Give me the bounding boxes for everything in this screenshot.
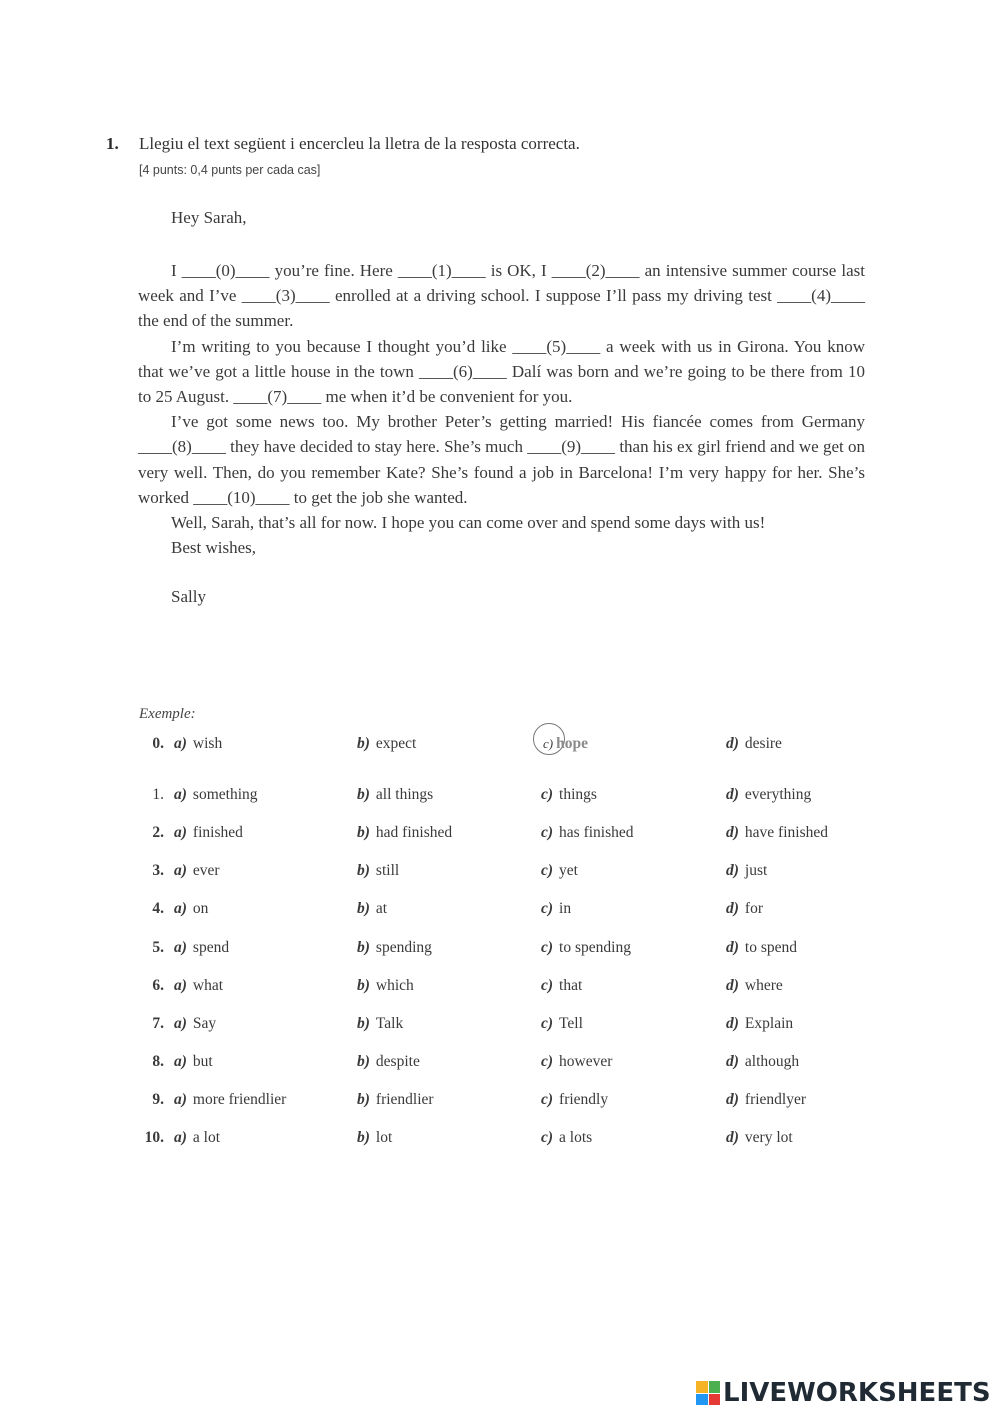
option-text: very lot [744,1129,793,1146]
logo-tile [696,1381,708,1393]
option-letter: d) [726,1091,739,1108]
option-letter: d) [726,824,739,841]
option-text: for [744,900,763,917]
question-number: 5. [152,939,164,956]
letter-paragraph: I’m writing to you because I thought you’d like ____(5)____ a week with us in Girona. You know that we’ve got a little house in the town ____(6)____ Dalí was born and we’re going to be there from 10 to 25 August. ____(7)____ me when it’d be convenient for you. [138,336,865,407]
option-letter: d) [726,1053,739,1070]
question-row [0,824,1000,848]
option-b[interactable] [357,786,433,804]
exercise-number: 1. [106,134,119,153]
option-letter: d) [726,939,739,956]
option-letter: b) [357,1091,370,1108]
logo-tile [709,1394,721,1406]
exercise-points: [4 punts: 0,4 punts per cada cas] [139,163,321,177]
question-number: 6. [152,977,164,994]
option-text: which [375,977,414,994]
option-text: although [744,1053,800,1070]
option-letter: c) [541,862,554,879]
option-letter: a) [174,900,187,917]
option-letter: c) [541,1015,554,1032]
question-number: 1. [152,786,164,803]
letter-greeting: Hey Sarah, [171,208,247,227]
option-c[interactable] [541,1053,612,1071]
option-d[interactable] [726,1091,806,1109]
option-letter: a) [174,862,187,879]
option-text: where [744,977,783,994]
question-row [0,977,1000,1001]
option-letter: c) [541,824,554,841]
option-letter: d) [726,862,739,879]
option-text: expect [375,735,417,752]
option-letter: d) [726,977,739,994]
question-number: 10. [144,1129,164,1146]
option-text: hope [556,735,588,752]
option-b[interactable] [357,977,414,995]
option-c[interactable] [541,977,582,995]
option-letter: d) [726,735,739,752]
question-row [0,862,1000,886]
option-letter: a) [174,939,187,956]
option-b[interactable] [357,1129,392,1147]
option-text: despite [375,1053,420,1070]
option-a[interactable] [174,900,208,918]
option-letter: c) [541,900,554,917]
option-letter: a) [174,786,187,803]
question-number: 3. [152,862,164,879]
option-c[interactable] [541,862,578,880]
question-number: 2. [152,824,164,841]
option-b[interactable] [357,1015,403,1033]
option-text: has finished [559,824,634,841]
letter-paragraph: I ____(0)____ you’re fine. Here ____(1)____ is OK, I ____(2)____ an intensive summer course last week and I’ve ____(3)____ enrolled at a driving school. I suppose I’ll pass my driving test ____(4)____ the end of the summer. [138,261,865,331]
option-d[interactable] [726,939,797,957]
option-c[interactable] [541,786,597,804]
option-letter: d) [726,1015,739,1032]
option-b[interactable] [357,824,452,842]
option-letter: b) [357,862,370,879]
option-text: that [559,977,583,994]
option-text: in [559,900,572,917]
option-text: spend [192,939,230,956]
letter-body [138,258,865,510]
option-letter: c) [541,1053,554,1070]
option-letter: b) [357,735,370,752]
option-text: finished [192,824,243,841]
letter-signoff: Best wishes, [171,538,256,558]
question-row [0,939,1000,963]
option-letter: c) [541,1129,554,1146]
question-number: 7. [152,1015,164,1032]
option-letter: b) [357,900,370,917]
option-text: Tell [559,1015,583,1032]
option-letter: a) [174,1129,187,1146]
option-d[interactable] [726,862,767,880]
option-a[interactable] [174,1015,216,1033]
option-a[interactable] [174,862,220,880]
option-a[interactable] [174,824,243,842]
logo-tile [709,1381,721,1393]
option-letter: d) [726,900,739,917]
option-text: everything [744,786,812,803]
option-c-selected[interactable] [543,735,588,753]
option-letter: b) [357,824,370,841]
question-row [0,1129,1000,1153]
option-text: a lots [559,1129,593,1146]
question-number: 8. [152,1053,164,1070]
option-letter: a) [174,977,187,994]
option-c[interactable] [541,1129,592,1147]
option-letter: c) [541,977,554,994]
option-c[interactable] [541,1091,608,1109]
option-text: friendlyer [744,1091,807,1108]
option-d[interactable] [726,786,811,804]
option-a[interactable] [174,1129,220,1147]
option-text: desire [744,735,782,752]
option-letter: b) [357,1015,370,1032]
option-text: to spending [559,939,631,956]
option-letter: b) [357,1129,370,1146]
option-a[interactable] [174,1091,286,1109]
option-letter: b) [357,1053,370,1070]
option-text: spending [375,939,432,956]
option-letter: b) [357,977,370,994]
option-letter: a) [174,1091,187,1108]
option-b[interactable] [357,900,387,918]
letter-paragraph: I’ve got some news too. My brother Peter’s getting married! His fiancée comes from Germany ____(8)____ they have decided to stay here. She’s much ____(9)____ than his ex girl friend and we get on very well. Then, do you remember Kate? She’s found a job in Barcelona! I’m very happy for her. She’s worked ____(10)____ to get the job she wanted. [138,412,865,507]
option-c[interactable] [541,1015,583,1033]
option-c[interactable] [541,939,631,957]
option-text: more friendlier [192,1091,287,1108]
question-row [0,900,1000,924]
option-letter: a) [174,735,187,752]
option-text: all things [375,786,434,803]
example-label: Exemple: [139,706,196,722]
option-text: Explain [744,1015,794,1032]
option-a[interactable] [174,939,229,957]
option-text: however [559,1053,613,1070]
option-text: but [192,1053,213,1070]
option-text: still [375,862,400,879]
option-text: a lot [192,1129,221,1146]
option-text: on [192,900,209,917]
liveworksheets-brand [696,1378,991,1408]
option-text: ever [192,862,220,879]
option-b[interactable] [357,1091,434,1109]
option-letter: d) [726,786,739,803]
option-letter: c) [541,939,554,956]
option-text: yet [559,862,578,879]
option-letter: a) [174,1053,187,1070]
exercise-instruction: Llegiu el text següent i encercleu la lletra de la resposta correcta. [139,134,580,153]
option-text: lot [375,1129,393,1146]
option-text: friendlier [375,1091,434,1108]
option-text: something [192,786,258,803]
option-b[interactable] [357,1053,420,1071]
option-letter: b) [357,939,370,956]
option-c[interactable] [541,824,634,842]
letter-signature: Sally [171,587,206,606]
option-a[interactable] [174,735,222,753]
option-letter: c) [541,786,554,803]
option-d[interactable] [726,1015,793,1033]
option-letter: a) [174,824,187,841]
option-a[interactable] [174,786,258,804]
letter-closing-block [171,510,765,560]
letter-closing: Well, Sarah, that’s all for now. I hope you can come over and spend some days with us! [171,513,766,532]
option-text: things [559,786,597,803]
option-letter: d) [726,1129,739,1146]
question-number: 4. [152,900,164,917]
liveworksheets-logo-icon [696,1381,720,1405]
option-text: to spend [744,939,798,956]
option-text: what [192,977,224,994]
option-d[interactable] [726,1053,799,1071]
option-letter: b) [357,786,370,803]
example-row [0,735,1000,759]
option-b[interactable] [357,862,399,880]
option-text: at [375,900,388,917]
option-text: have finished [744,824,828,841]
option-d[interactable] [726,1129,793,1147]
option-text: Talk [375,1015,404,1032]
option-text: wish [192,735,223,752]
option-a[interactable] [174,977,223,995]
option-a[interactable] [174,1053,213,1071]
option-letter: c) [541,1091,554,1108]
question-number: 0. [152,735,164,752]
option-d[interactable] [726,824,828,842]
option-d[interactable] [726,900,763,918]
question-row [0,786,1000,810]
option-letter: a) [174,1015,187,1032]
question-row [0,1015,1000,1039]
option-b[interactable] [357,735,416,753]
option-text: just [744,862,768,879]
logo-tile [696,1394,708,1406]
option-text: had finished [375,824,453,841]
option-b[interactable] [357,939,432,957]
question-row [0,1053,1000,1077]
option-text: Say [192,1015,217,1032]
option-d[interactable] [726,977,783,995]
question-row [0,1091,1000,1115]
brand-name: LIVEWORKSHEETS [723,1378,991,1408]
option-c[interactable] [541,900,571,918]
option-text: friendly [559,1091,609,1108]
question-number: 9. [152,1091,164,1108]
option-letter: c) [543,736,554,751]
option-d[interactable] [726,735,782,753]
